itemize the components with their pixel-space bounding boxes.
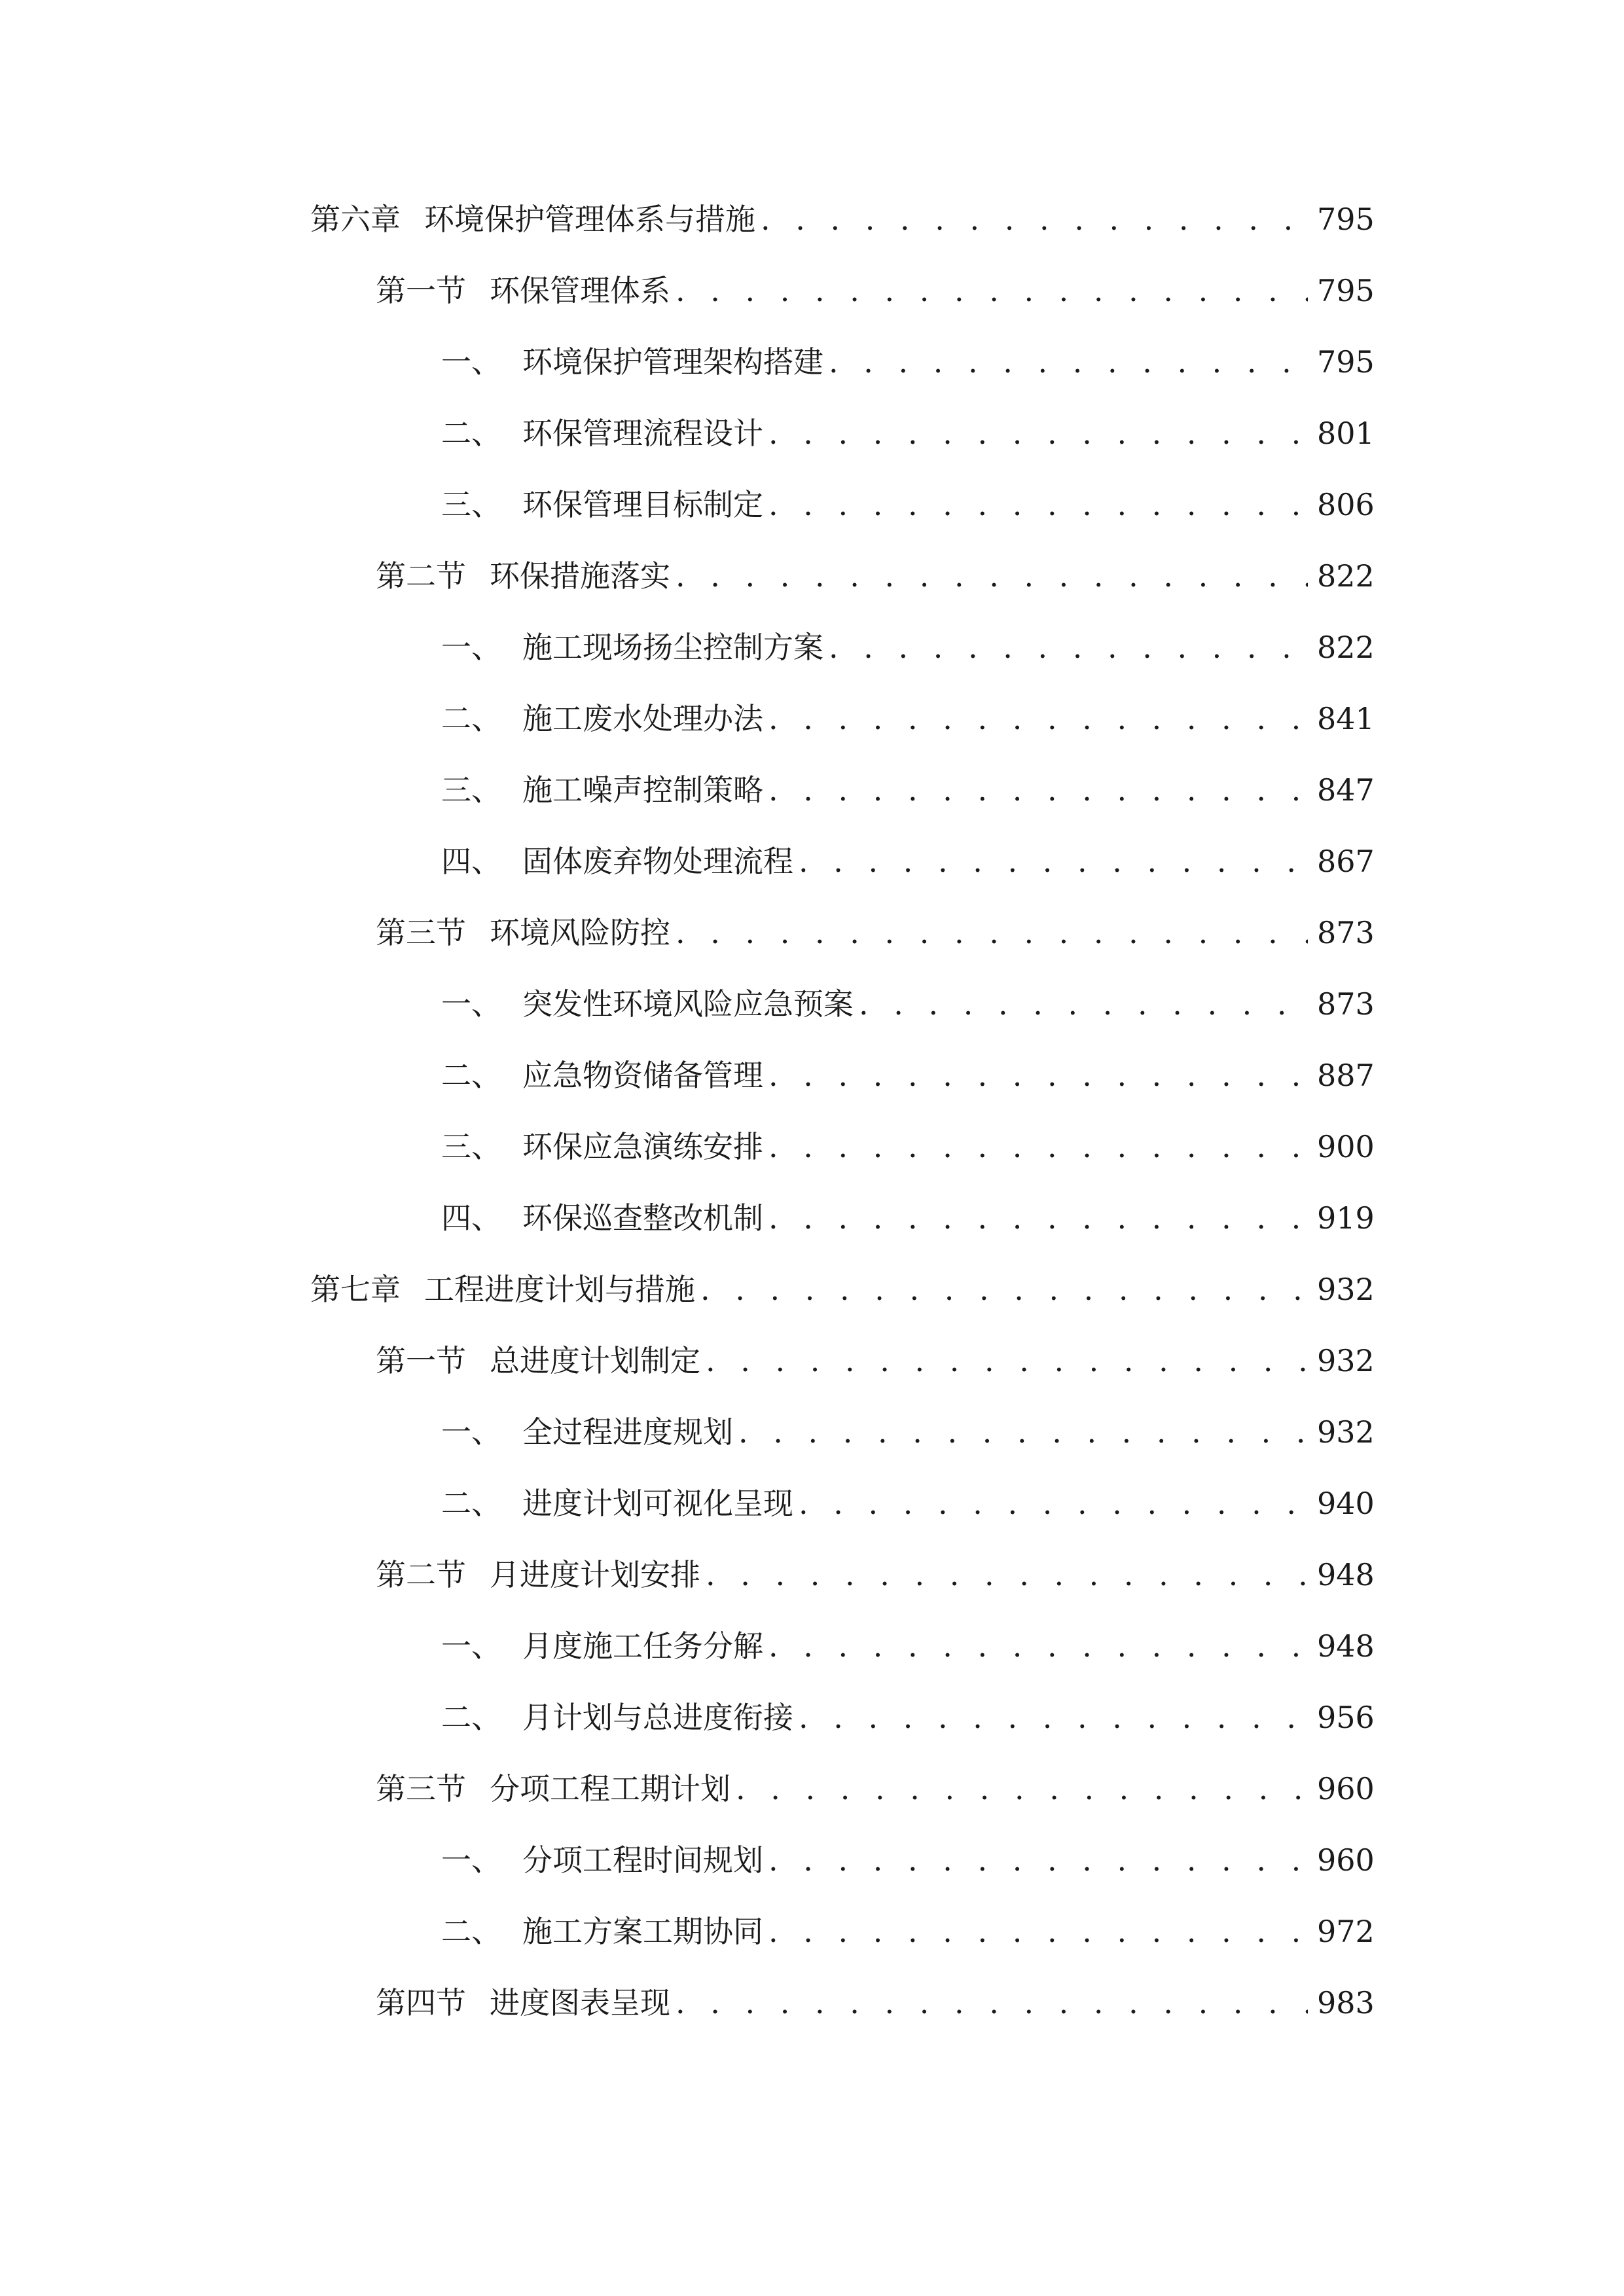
toc-entry-title: 环境保护管理架构搭建 bbox=[522, 344, 823, 380]
dot-leader bbox=[768, 692, 1308, 745]
toc-entry-section[interactable] bbox=[376, 1977, 1375, 2029]
toc-entry-title: 进度计划可视化呈现 bbox=[522, 1486, 793, 1521]
toc-entry-subsection[interactable] bbox=[441, 1905, 1375, 1958]
toc-entry-page: 983 bbox=[1317, 1985, 1375, 2020]
toc-entry-page: 932 bbox=[1317, 1343, 1375, 1378]
toc-entry-number: 一、 bbox=[441, 986, 501, 1022]
toc-entry-number: 第六章 bbox=[310, 202, 401, 237]
toc-entry-subsection[interactable] bbox=[441, 407, 1375, 459]
toc-entry-chapter-7[interactable] bbox=[310, 1263, 1375, 1316]
toc-entry-page: 960 bbox=[1317, 1771, 1375, 1806]
toc-entry-subsection[interactable] bbox=[441, 978, 1375, 1030]
toc-entry-number: 一、 bbox=[441, 1628, 501, 1664]
toc-entry-title: 环保巡查整改机制 bbox=[522, 1200, 763, 1236]
toc-entry-subsection[interactable] bbox=[441, 478, 1375, 531]
toc-entry-chapter-6[interactable] bbox=[310, 193, 1375, 245]
toc-entry-page: 806 bbox=[1317, 487, 1375, 522]
toc-entry-page: 960 bbox=[1317, 1842, 1375, 1878]
dot-leader bbox=[768, 407, 1308, 459]
toc-entry-number: 二、 bbox=[441, 416, 501, 451]
toc-entry-section[interactable] bbox=[376, 1763, 1375, 1815]
toc-entry-number: 三、 bbox=[441, 772, 501, 808]
dot-leader bbox=[768, 1192, 1308, 1244]
dot-leader bbox=[768, 1049, 1308, 1102]
toc-entry-title: 总进度计划制定 bbox=[490, 1343, 700, 1378]
toc-entry-number: 第三节 bbox=[376, 915, 466, 950]
toc-entry-page: 841 bbox=[1317, 701, 1375, 736]
toc-entry-subsection[interactable] bbox=[441, 1834, 1375, 1886]
dot-leader bbox=[761, 193, 1308, 245]
toc-entry-page: 919 bbox=[1317, 1200, 1375, 1236]
toc-entry-page: 822 bbox=[1317, 558, 1375, 594]
toc-entry-title: 全过程进度规划 bbox=[522, 1414, 733, 1450]
toc-entry-page: 795 bbox=[1317, 202, 1375, 237]
toc-entry-title: 施工方案工期协同 bbox=[522, 1914, 763, 1949]
toc-entry-page: 972 bbox=[1317, 1914, 1375, 1949]
toc-entry-number: 一、 bbox=[441, 344, 501, 380]
toc-entry-page: 847 bbox=[1317, 772, 1375, 808]
dot-leader bbox=[859, 978, 1308, 1030]
toc-entry-page: 956 bbox=[1317, 1700, 1375, 1735]
toc-entry-number: 二、 bbox=[441, 1058, 501, 1093]
toc-entry-number: 第一节 bbox=[376, 273, 466, 308]
toc-entry-title: 施工噪声控制策略 bbox=[522, 772, 763, 808]
dot-leader bbox=[799, 1477, 1308, 1530]
toc-entry-title: 环保措施落实 bbox=[490, 558, 670, 594]
dot-leader bbox=[700, 1263, 1308, 1316]
toc-entry-number: 四、 bbox=[441, 1200, 501, 1236]
toc-entry-number: 二、 bbox=[441, 1700, 501, 1735]
toc-entry-page: 822 bbox=[1317, 630, 1375, 665]
dot-leader bbox=[676, 264, 1308, 317]
toc-entry-subsection[interactable] bbox=[441, 1121, 1375, 1173]
toc-entry-section[interactable] bbox=[376, 264, 1375, 317]
dot-leader bbox=[768, 1121, 1308, 1173]
toc-entry-title: 环保管理目标制定 bbox=[522, 487, 763, 522]
toc-entry-number: 二、 bbox=[441, 701, 501, 736]
dot-leader bbox=[738, 1406, 1308, 1458]
toc-entry-section[interactable] bbox=[376, 1335, 1375, 1387]
toc-entry-title: 突发性环境风险应急预案 bbox=[522, 986, 854, 1022]
dot-leader bbox=[768, 764, 1308, 816]
toc-entry-number: 四、 bbox=[441, 844, 501, 879]
toc-entry-title: 固体废弃物处理流程 bbox=[522, 844, 793, 879]
toc-entry-subsection[interactable] bbox=[441, 1192, 1375, 1244]
toc-entry-page: 873 bbox=[1317, 915, 1375, 950]
toc-entry-title: 分项工程时间规划 bbox=[522, 1842, 763, 1878]
dot-leader bbox=[676, 550, 1308, 602]
toc-entry-section[interactable] bbox=[376, 906, 1375, 959]
toc-entry-title: 月计划与总进度衔接 bbox=[522, 1700, 793, 1735]
toc-entry-number: 三、 bbox=[441, 1129, 501, 1164]
dot-leader bbox=[736, 1763, 1308, 1815]
toc-entry-subsection[interactable] bbox=[441, 336, 1375, 388]
toc-entry-number: 第三节 bbox=[376, 1771, 466, 1806]
dot-leader bbox=[799, 1691, 1308, 1744]
dot-leader bbox=[768, 1620, 1308, 1672]
toc-entry-page: 801 bbox=[1317, 416, 1375, 451]
toc-entry-number: 二、 bbox=[441, 1914, 501, 1949]
toc-entry-page: 932 bbox=[1317, 1414, 1375, 1450]
toc-entry-number: 一、 bbox=[441, 1842, 501, 1878]
toc-entry-title: 进度图表呈现 bbox=[490, 1985, 670, 2020]
toc-entry-subsection[interactable] bbox=[441, 1691, 1375, 1744]
toc-entry-page: 940 bbox=[1317, 1486, 1375, 1521]
toc-entry-title: 月度施工任务分解 bbox=[522, 1628, 763, 1664]
toc-entry-subsection[interactable] bbox=[441, 764, 1375, 816]
toc-entry-subsection[interactable] bbox=[441, 1477, 1375, 1530]
toc-entry-title: 应急物资储备管理 bbox=[522, 1058, 763, 1093]
toc-entry-number: 二、 bbox=[441, 1486, 501, 1521]
toc-entry-subsection[interactable] bbox=[441, 621, 1375, 673]
toc-entry-page: 887 bbox=[1317, 1058, 1375, 1093]
toc-entry-number: 第七章 bbox=[310, 1272, 401, 1307]
toc-entry-page: 900 bbox=[1317, 1129, 1375, 1164]
toc-entry-title: 施工废水处理办法 bbox=[522, 701, 763, 736]
toc-entry-number: 三、 bbox=[441, 487, 501, 522]
toc-entry-title: 环保管理体系 bbox=[490, 273, 670, 308]
dot-leader bbox=[768, 1905, 1308, 1958]
toc-entry-page: 873 bbox=[1317, 986, 1375, 1022]
toc-entry-number: 第一节 bbox=[376, 1343, 466, 1378]
toc-entry-title: 环境保护管理体系与措施 bbox=[424, 202, 755, 237]
dot-leader bbox=[706, 1335, 1308, 1387]
toc-entry-number: 一、 bbox=[441, 630, 501, 665]
dot-leader bbox=[768, 478, 1308, 531]
toc-entry-title: 环境风险防控 bbox=[490, 915, 670, 950]
dot-leader bbox=[676, 906, 1308, 959]
toc-entry-title: 环保管理流程设计 bbox=[522, 416, 763, 451]
toc-entry-title: 环保应急演练安排 bbox=[522, 1129, 763, 1164]
toc-entry-number: 第四节 bbox=[376, 1985, 466, 2020]
dot-leader bbox=[706, 1549, 1308, 1601]
toc-entry-number: 第二节 bbox=[376, 1557, 466, 1592]
dot-leader bbox=[799, 835, 1308, 888]
toc-entry-number: 一、 bbox=[441, 1414, 501, 1450]
toc-entry-page: 867 bbox=[1317, 844, 1375, 879]
toc-entry-title: 施工现场扬尘控制方案 bbox=[522, 630, 823, 665]
toc-entry-section[interactable] bbox=[376, 550, 1375, 602]
toc-entry-subsection[interactable] bbox=[441, 835, 1375, 888]
toc-entry-section[interactable] bbox=[376, 1549, 1375, 1601]
toc-entry-title: 分项工程工期计划 bbox=[490, 1771, 731, 1806]
dot-leader bbox=[676, 1977, 1308, 2029]
toc-entry-page: 795 bbox=[1317, 344, 1375, 380]
toc-entry-number: 第二节 bbox=[376, 558, 466, 594]
toc-entry-subsection[interactable] bbox=[441, 692, 1375, 745]
toc-entry-subsection[interactable] bbox=[441, 1620, 1375, 1672]
toc-entry-page: 948 bbox=[1317, 1557, 1375, 1592]
toc-entry-page: 948 bbox=[1317, 1628, 1375, 1664]
toc-entry-page: 932 bbox=[1317, 1272, 1375, 1307]
toc-entry-subsection[interactable] bbox=[441, 1049, 1375, 1102]
toc-entry-page: 795 bbox=[1317, 273, 1375, 308]
dot-leader bbox=[829, 336, 1308, 388]
toc-entry-title: 工程进度计划与措施 bbox=[424, 1272, 695, 1307]
dot-leader bbox=[768, 1834, 1308, 1886]
toc-entry-title: 月进度计划安排 bbox=[490, 1557, 700, 1592]
dot-leader bbox=[829, 621, 1308, 673]
toc-entry-subsection[interactable] bbox=[441, 1406, 1375, 1458]
